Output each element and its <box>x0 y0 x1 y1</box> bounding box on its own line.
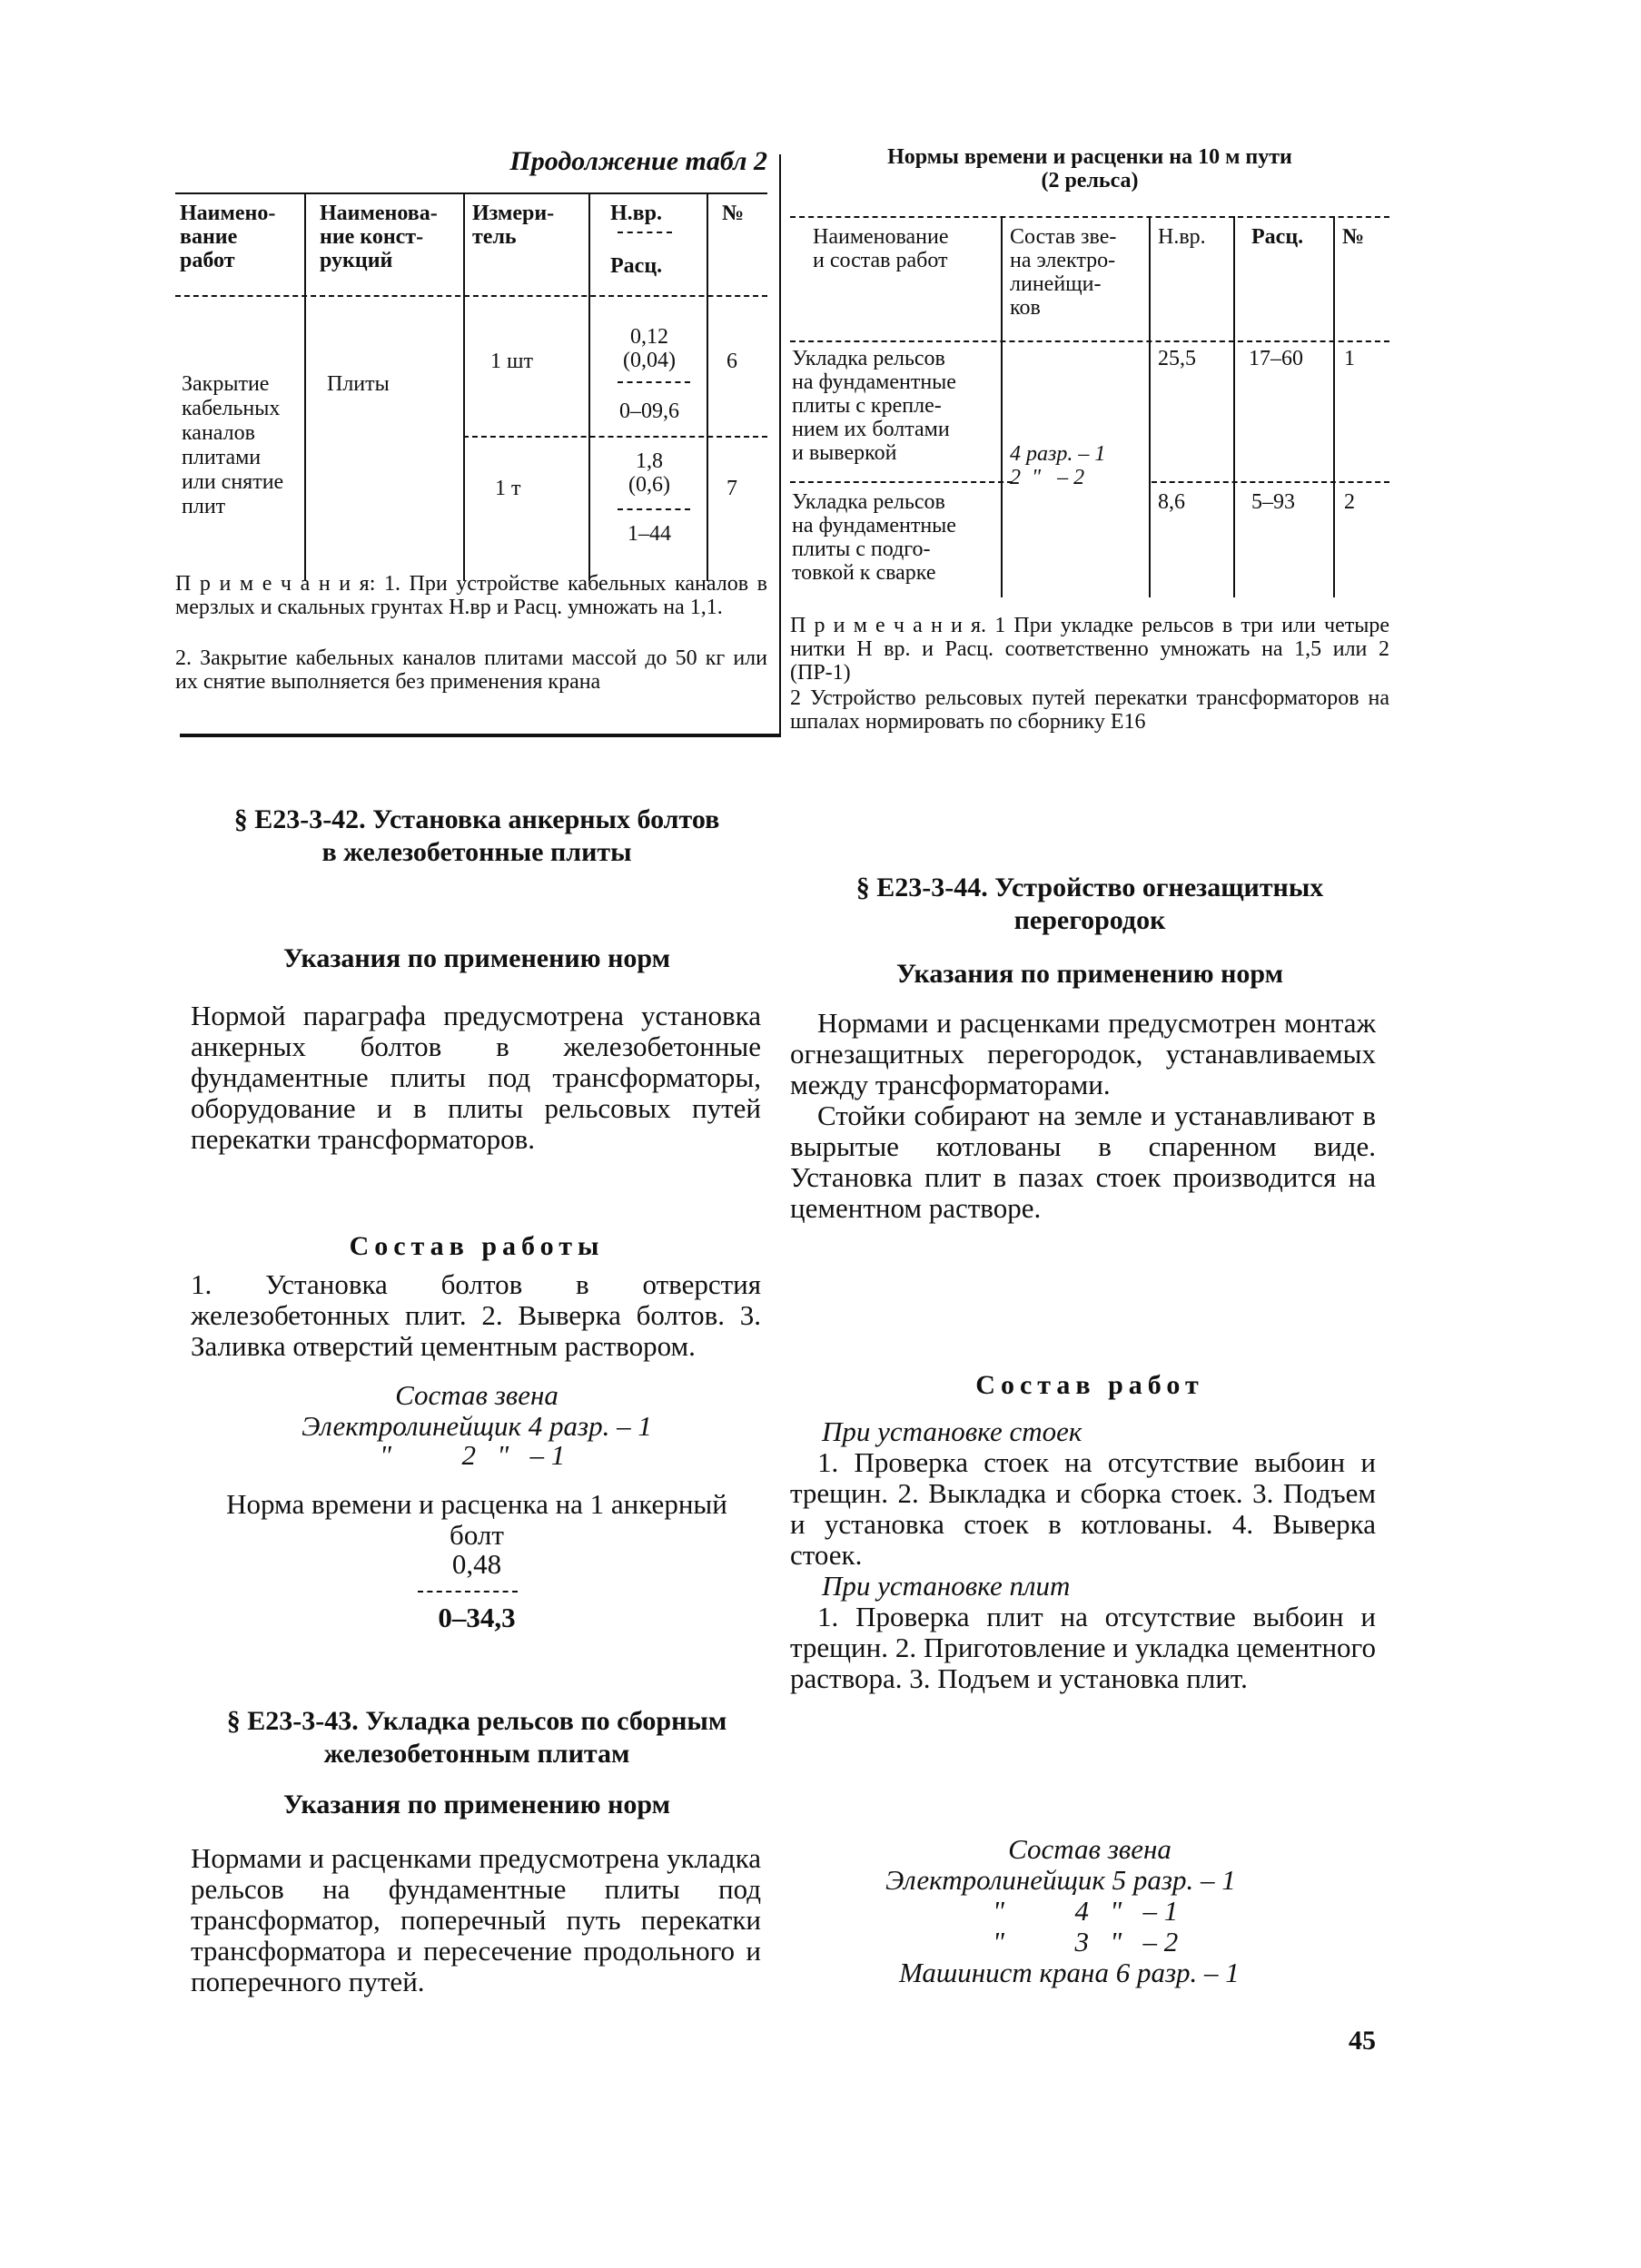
table-caption: Продолжение табл 2 <box>509 146 767 176</box>
table-col-divider <box>1149 216 1151 597</box>
table-header-rule <box>175 295 767 297</box>
header-work-name: Наимено- вание работ <box>180 202 276 272</box>
table-bottom-rule <box>180 734 781 737</box>
norm-text: Норма времени и расценка на 1 анкерный болт <box>226 1488 727 1551</box>
row-time-norm: 0,12 (0,04) <box>623 325 676 372</box>
row-work-name: Укладка рельсов на фундаментные плиты с подго- товкой к сварке <box>792 490 956 585</box>
crew-heading: Состав звена <box>1008 1833 1171 1865</box>
row-rate: 17–60 <box>1249 347 1303 370</box>
section-subheading: Состав работы <box>349 1231 605 1261</box>
row-rate: 1–44 <box>628 522 671 546</box>
crew-line: Электролинейщик 4 разр. – 1 <box>302 1410 652 1442</box>
section-paragraph: Нормами и расценками предусмотрен монтаж огнезащитных перегородок, устанавливаемых между трансформаторами. <box>790 1007 1376 1100</box>
row-fraction-line <box>618 508 690 510</box>
table-top-rule <box>790 216 1389 218</box>
table-col-divider <box>1001 216 1003 597</box>
header-number: № <box>722 202 745 225</box>
row-separator <box>463 436 767 438</box>
row-rate: 5–93 <box>1251 490 1295 514</box>
crew-composition: 4 разр. – 1 2 " – 2 <box>1010 442 1106 489</box>
work-subheading: При установке стоек <box>822 1415 1082 1447</box>
row-work-name: Закрытие кабельных каналов плитами или снятие плит <box>182 372 284 518</box>
crew-line: " 3 " – 2 <box>993 1926 1179 1957</box>
section-title: § Е23-3-42. Установка анкерных болтов в железобетонные плиты <box>233 804 720 867</box>
table-note: П р и м е ч а н и я: 1. При устройстве кабельных каналов в мерзлых и скальных грунтах Н.вр и Расц. умножать на 1,1. <box>175 572 767 619</box>
table-note: 2 Устройство рельсовых путей перекатки трансформаторов на шпалах нормировать по сборнику Е16 <box>790 686 1389 734</box>
section-title: § Е23-3-43. Укладка рельсов по сборным железобетонным плитам <box>226 1706 727 1769</box>
section-paragraph: Нормой параграфа предусмотрена установка анкерных болтов в железобетонные фундаментные плиты под трансформаторы, оборудование и в плиты рельсовых путей перекатки трансформаторов. <box>191 1000 761 1155</box>
header-crew: Состав зве- на электро- линейщи- ков <box>1010 225 1117 320</box>
row-number: 7 <box>727 477 737 500</box>
row-number: 1 <box>1344 347 1355 370</box>
table-col-divider <box>707 192 708 581</box>
table-col-divider <box>463 192 465 581</box>
row-rate: 0–09,6 <box>619 399 679 423</box>
crew-line: " 4 " – 1 <box>993 1895 1179 1927</box>
crew-line: Машинист крана 6 разр. – 1 <box>899 1957 1240 1988</box>
section-paragraph: 1. Проверка стоек на отсутствие выбоин и трещин. 2. Выкладка и сборка стоек. 3. Подъем и установка стоек в котлованы. 4. Выверка стоек. <box>790 1446 1376 1571</box>
header-rate: Расц. <box>1251 225 1304 249</box>
section-title: § Е23-3-44. Устройство огнезащитных перегородок <box>855 873 1324 935</box>
section-subheading: Указания по применению норм <box>282 1790 671 1819</box>
header-number: № <box>1342 225 1365 249</box>
table-col-divider <box>588 192 590 581</box>
section-paragraph: 1. Установка болтов в отверстия железобетонных плит. 2. Выверка болтов. 3. Заливка отверстий цементным раствором. <box>191 1268 761 1362</box>
row-construction: Плиты <box>327 372 390 396</box>
table-col-divider <box>1333 216 1335 597</box>
norm-fraction-line <box>418 1591 518 1593</box>
row-number: 2 <box>1344 490 1355 514</box>
header-time-norm: Н.вр. <box>610 202 662 225</box>
table-header-rule <box>790 340 1389 342</box>
row-separator <box>790 481 1013 483</box>
header-rate: Расц. <box>610 254 663 278</box>
section-paragraph: 1. Проверка плит на отсутствие выбоин и трещин. 2. Приготовление и укладка цементного раствора. 3. Подъем и установка плит. <box>790 1601 1376 1694</box>
norm-rate: 0–34,3 <box>438 1602 516 1633</box>
section-subheading: Состав работ <box>975 1370 1204 1400</box>
row-time-norm: 1,8 (0,6) <box>628 449 670 497</box>
header-unit: Измери- тель <box>472 202 555 249</box>
table-top-rule <box>175 192 767 194</box>
row-separator <box>1152 481 1389 483</box>
header-construction: Наименова- ние конст- рукций <box>320 202 438 272</box>
table-note: 2. Закрытие кабельных каналов плитами массой до 50 кг или их снятие выполняется без применения крана <box>175 646 767 694</box>
norm-value: 0,48 <box>451 1548 502 1580</box>
row-work-name: Укладка рельсов на фундаментные плиты с крепле- нием их болтами и выверкой <box>792 347 956 465</box>
row-number: 6 <box>727 350 737 373</box>
table-col-divider <box>1233 216 1235 597</box>
header-time-norm: Н.вр. <box>1158 225 1206 249</box>
section-paragraph: Нормами и расценками предусмотрена укладка рельсов на фундаментные плиты под трансформатор, поперечный путь перекатки трансформатора и пересечение продольного и поперечного путей. <box>191 1842 761 1997</box>
header-work-name: Наименование и состав работ <box>813 225 949 272</box>
crew-line: " 2 " – 1 <box>380 1439 566 1471</box>
work-subheading: При установке плит <box>822 1570 1071 1602</box>
table-title: Нормы времени и расценки на 10 м пути (2 рельса) <box>887 145 1292 192</box>
section-paragraph: Стойки собирают на земле и устанавливают в вырытые котлованы в спаренном виде. Установка плит в пазах стоек производится на цементном растворе. <box>790 1099 1376 1224</box>
row-unit: 1 т <box>495 477 521 500</box>
row-time-norm: 8,6 <box>1158 490 1185 514</box>
table-note: П р и м е ч а н и я. 1 При укладке рельсов в три или четыре нитки Н вр. и Расц. соответственно умножать на 1,5 или 2 (ПР-1) <box>790 614 1389 685</box>
crew-heading: Состав звена <box>395 1379 559 1411</box>
table-col-divider <box>304 192 306 581</box>
row-time-norm: 25,5 <box>1158 347 1196 370</box>
crew-line: Электролинейщик 5 разр. – 1 <box>885 1864 1236 1896</box>
page-number: 45 <box>1349 2026 1376 2056</box>
section-subheading: Указания по применению норм <box>282 943 671 973</box>
row-unit: 1 шт <box>490 350 533 373</box>
row-fraction-line <box>618 381 690 383</box>
section-subheading: Указания по применению норм <box>895 959 1284 989</box>
column-divider <box>779 154 781 735</box>
header-fraction-line <box>618 232 672 233</box>
